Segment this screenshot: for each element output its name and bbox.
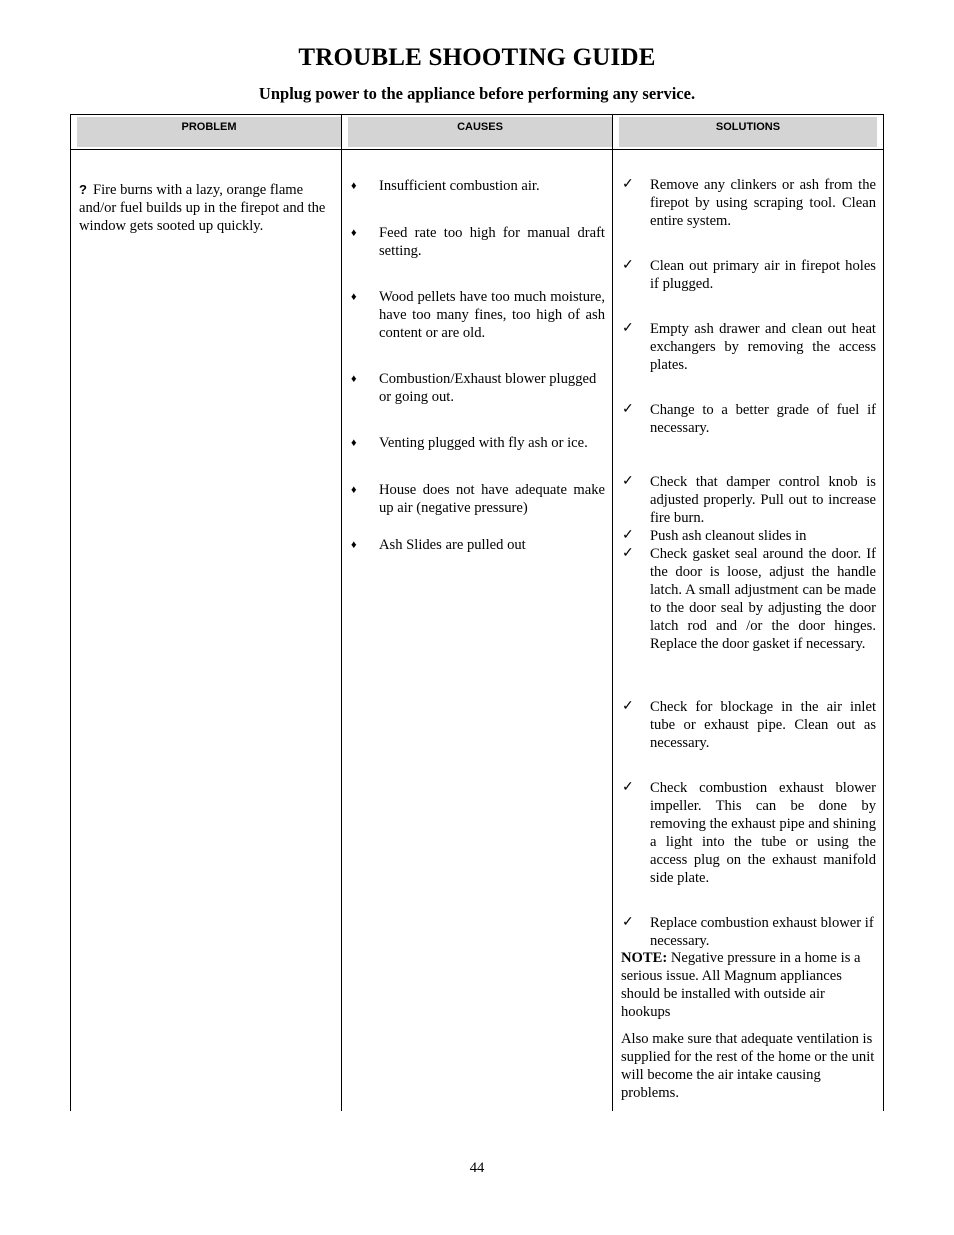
solution-item: [622, 698, 876, 752]
solution-item: [622, 320, 876, 374]
check-icon: ✓: [622, 177, 634, 192]
cause-item: [351, 370, 605, 406]
problem-cell: [79, 181, 329, 235]
check-icon: ✓: [622, 528, 634, 543]
check-icon: ✓: [622, 915, 634, 930]
check-icon: ✓: [622, 474, 634, 489]
solution-item: [622, 401, 876, 437]
cause-text: Venting plugged with fly ash or ice.: [379, 435, 588, 451]
check-icon: ✓: [622, 402, 634, 417]
page-title: TROUBLE SHOOTING GUIDE: [298, 44, 656, 71]
solution-item: [622, 545, 876, 653]
solution-text: Check for blockage in the air inlet tube or exhaust pipe. Clean out as necessary.: [650, 699, 876, 751]
diamond-bullet-icon: ♦: [351, 539, 357, 551]
solution-text: Check combustion exhaust blower impeller. This can be done by removing the exhaust pipe and shining a light into the tube or using the access plug on the exhaust manifold side plate.: [650, 780, 876, 886]
cause-text: House does not have adequate make up air (negative pressure): [379, 482, 605, 516]
problem-text: Fire burns with a lazy, orange flame and/or fuel builds up in the firepot and the window gets sooted up quickly.: [79, 182, 326, 234]
header-problem: PROBLEM: [77, 117, 341, 147]
solution-text: Empty ash drawer and clean out heat exchangers by removing the access plates.: [650, 321, 876, 373]
cause-text: Wood pellets have too much moisture, have too many fines, too high of ash content or are old.: [379, 289, 605, 341]
diamond-bullet-icon: ♦: [351, 437, 357, 449]
cause-text: Ash Slides are pulled out: [379, 537, 526, 553]
solution-text: Change to a better grade of fuel if necessary.: [650, 402, 876, 436]
check-icon: ✓: [622, 321, 634, 336]
solution-text: Check gasket seal around the door. If the door is loose, adjust the handle latch. A small adjustment can be made to the door seal by adjusting the door latch rod and /or the door hinges. Replace the door gasket if necessary.: [650, 546, 876, 652]
question-icon: ?: [79, 182, 87, 197]
diamond-bullet-icon: ♦: [351, 291, 357, 303]
note-block: [621, 949, 877, 1021]
solution-item: [622, 473, 876, 527]
table-header-row: [71, 115, 883, 150]
note-followup: Also make sure that adequate ventilation is supplied for the rest of the home or the unit will become the air intake causing problems.: [621, 1031, 875, 1101]
note-label: NOTE:: [621, 950, 668, 966]
solution-text: Push ash cleanout slides in: [650, 528, 807, 544]
solution-text: Remove any clinkers or ash from the firepot by using scraping tool. Clean entire system.: [650, 177, 876, 229]
diamond-bullet-icon: ♦: [351, 373, 357, 385]
diamond-bullet-icon: ♦: [351, 227, 357, 239]
cause-item: [351, 434, 605, 452]
cause-item: [351, 177, 605, 195]
solution-item: [622, 176, 876, 230]
header-causes: CAUSES: [348, 117, 612, 147]
check-icon: ✓: [622, 699, 634, 714]
solution-text: Check that damper control knob is adjusted properly. Pull out to increase fire burn.: [650, 474, 876, 526]
solution-item: [622, 914, 876, 950]
cause-item: [351, 481, 605, 517]
header-solutions: SOLUTIONS: [619, 117, 877, 147]
cause-text: Combustion/Exhaust blower plugged or going out.: [379, 371, 597, 405]
cause-item: [351, 536, 605, 554]
column-divider: [612, 115, 613, 1111]
cause-text: Insufficient combustion air.: [379, 178, 540, 194]
diamond-bullet-icon: ♦: [351, 484, 357, 496]
solution-text: Clean out primary air in firepot holes if plugged.: [650, 258, 876, 292]
solution-item: [622, 527, 876, 545]
check-icon: ✓: [622, 546, 634, 561]
troubleshooting-table: [70, 114, 884, 1111]
solution-text: Replace combustion exhaust blower if necessary.: [650, 915, 874, 949]
page-subtitle: Unplug power to the appliance before performing any service.: [258, 84, 696, 103]
note-text: Negative pressure in a home is a serious issue. All Magnum appliances should be installed with outside air hookups: [621, 950, 861, 1020]
solution-item: [622, 257, 876, 293]
cause-item: [351, 288, 605, 342]
column-divider: [341, 115, 342, 1111]
cause-item: [351, 224, 605, 260]
page-number: 44: [469, 1160, 485, 1176]
check-icon: ✓: [622, 258, 634, 273]
diamond-bullet-icon: ♦: [351, 180, 357, 192]
cause-text: Feed rate too high for manual draft setting.: [379, 225, 605, 259]
check-icon: ✓: [622, 780, 634, 795]
solution-item: [622, 779, 876, 887]
